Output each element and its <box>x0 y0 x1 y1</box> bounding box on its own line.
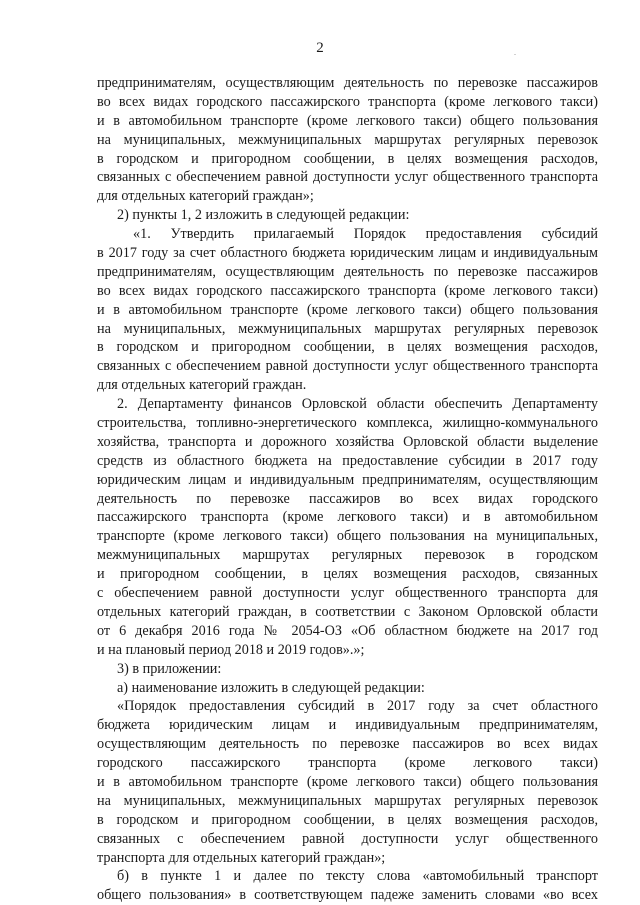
text-line: «Порядок предоставления субсидий в 2017 году за счет областного <box>117 698 598 715</box>
text-line: деятельность по перевозке пассажиров во всех видах городского <box>97 490 598 507</box>
text-line: в 2017 году за счет областного бюджета юридическим лицам и индивидуальным <box>97 245 598 262</box>
text-line: и пригородном сообщении, в целях возмещения расходов, связанных <box>97 566 598 583</box>
paragraph <box>97 225 598 395</box>
text-line: пассажирского транспорта (кроме легкового такси) и в автомобильном <box>97 509 598 526</box>
text-line: на муниципальных, межмуниципальных маршрутах регулярных перевозок <box>97 131 598 148</box>
text-line: с обеспечением равной доступности услуг общественного транспорта для <box>97 585 598 602</box>
text-line: и в автомобильном транспорте (кроме легкового такси) общего пользования <box>97 301 598 318</box>
paragraph <box>97 206 598 225</box>
text-line: 2. Департаменту финансов Орловской области обеспечить Департаменту <box>117 396 598 413</box>
text-line: от 6 декабря 2016 года № 2054-ОЗ «Об областном бюджете на 2017 год <box>97 622 598 639</box>
text-line: а) наименование изложить в следующей редакции: <box>117 679 425 696</box>
paragraph <box>97 74 598 206</box>
document-body <box>97 74 598 905</box>
text-line: б) в пункте 1 и далее по тексту слова «автомобильный транспорт <box>117 868 598 885</box>
text-line: связанных с обеспечением равной доступности услуг общественного транспорта <box>97 358 598 375</box>
text-line: для отдельных категорий граждан»; <box>97 188 314 205</box>
text-line: 3) в приложении: <box>117 660 222 677</box>
text-line: хозяйства, транспорта и дорожного хозяйства Орловской области выделение <box>97 433 598 450</box>
text-line: «1. Утвердить прилагаемый Порядок предоставления субсидий <box>133 226 598 243</box>
text-line: транспорта для отдельных категорий граждан»; <box>97 849 386 866</box>
text-line: отдельных категорий граждан, в соответствии с Законом Орловской области <box>97 603 598 620</box>
text-line: транспорте (кроме легкового такси) общего пользования на муниципальных, <box>97 528 598 545</box>
text-line: во всех видах городского пассажирского транспорта (кроме легкового такси) <box>97 93 598 110</box>
text-line: в городском и пригородном сообщении, в целях возмещения расходов, <box>97 339 598 356</box>
text-line: на муниципальных, межмуниципальных маршрутах регулярных перевозок <box>97 792 598 809</box>
paragraph <box>97 395 598 659</box>
text-line: 2) пункты 1, 2 изложить в следующей редакции: <box>117 207 410 224</box>
text-line: предпринимателям, осуществляющим деятельность по перевозке пассажиров <box>97 75 598 91</box>
text-line: и в автомобильном транспорте (кроме легкового такси) общего пользования <box>97 112 598 129</box>
paragraph <box>97 697 598 867</box>
text-line: бюджета юридическим лицам и индивидуальным предпринимателям, <box>97 717 598 734</box>
text-line: юридическим лицам и индивидуальным предпринимателям, осуществляющим <box>97 471 598 488</box>
paragraph <box>97 679 598 698</box>
text-line: предпринимателям, осуществляющим деятельность по перевозке пассажиров <box>97 263 598 280</box>
text-line: на муниципальных, межмуниципальных маршрутах регулярных перевозок <box>97 320 598 337</box>
text-line: для отдельных категорий граждан. <box>97 377 307 394</box>
text-line: межмуниципальных маршрутах регулярных перевозок в городском <box>97 547 598 564</box>
text-line: связанных с обеспечением равной доступности услуг общественного транспорта <box>97 169 598 186</box>
text-line: средств из областного бюджета на предоставление субсидии в 2017 году <box>97 452 598 469</box>
text-line: общего пользования» в соответствующем падеже заменить словами «во всех <box>97 887 598 904</box>
text-line: городского пассажирского транспорта (кроме легкового такси) <box>97 755 598 772</box>
text-line: связанных с обеспечением равной доступности услуг общественного <box>97 830 598 847</box>
paragraph <box>97 660 598 679</box>
text-line: в городском и пригородном сообщении, в целях возмещения расходов, <box>97 811 598 828</box>
text-line: и на плановый период 2018 и 2019 годов».»; <box>97 641 365 658</box>
text-line: в городском и пригородном сообщении, в целях возмещения расходов, <box>97 150 598 167</box>
text-line: строительства, топливно-энергетического комплекса, жилищно-коммунального <box>97 415 598 432</box>
scan-mark: . <box>514 48 516 57</box>
text-line: и в автомобильном транспорте (кроме легкового такси) общего пользования <box>97 773 598 790</box>
paragraph <box>97 867 598 905</box>
page-number: 2 <box>316 40 324 56</box>
text-line: во всех видах городского пассажирского транспорта (кроме легкового такси) <box>97 282 598 299</box>
text-line: осуществляющим деятельность по перевозке пассажиров во всех видах <box>97 736 598 753</box>
